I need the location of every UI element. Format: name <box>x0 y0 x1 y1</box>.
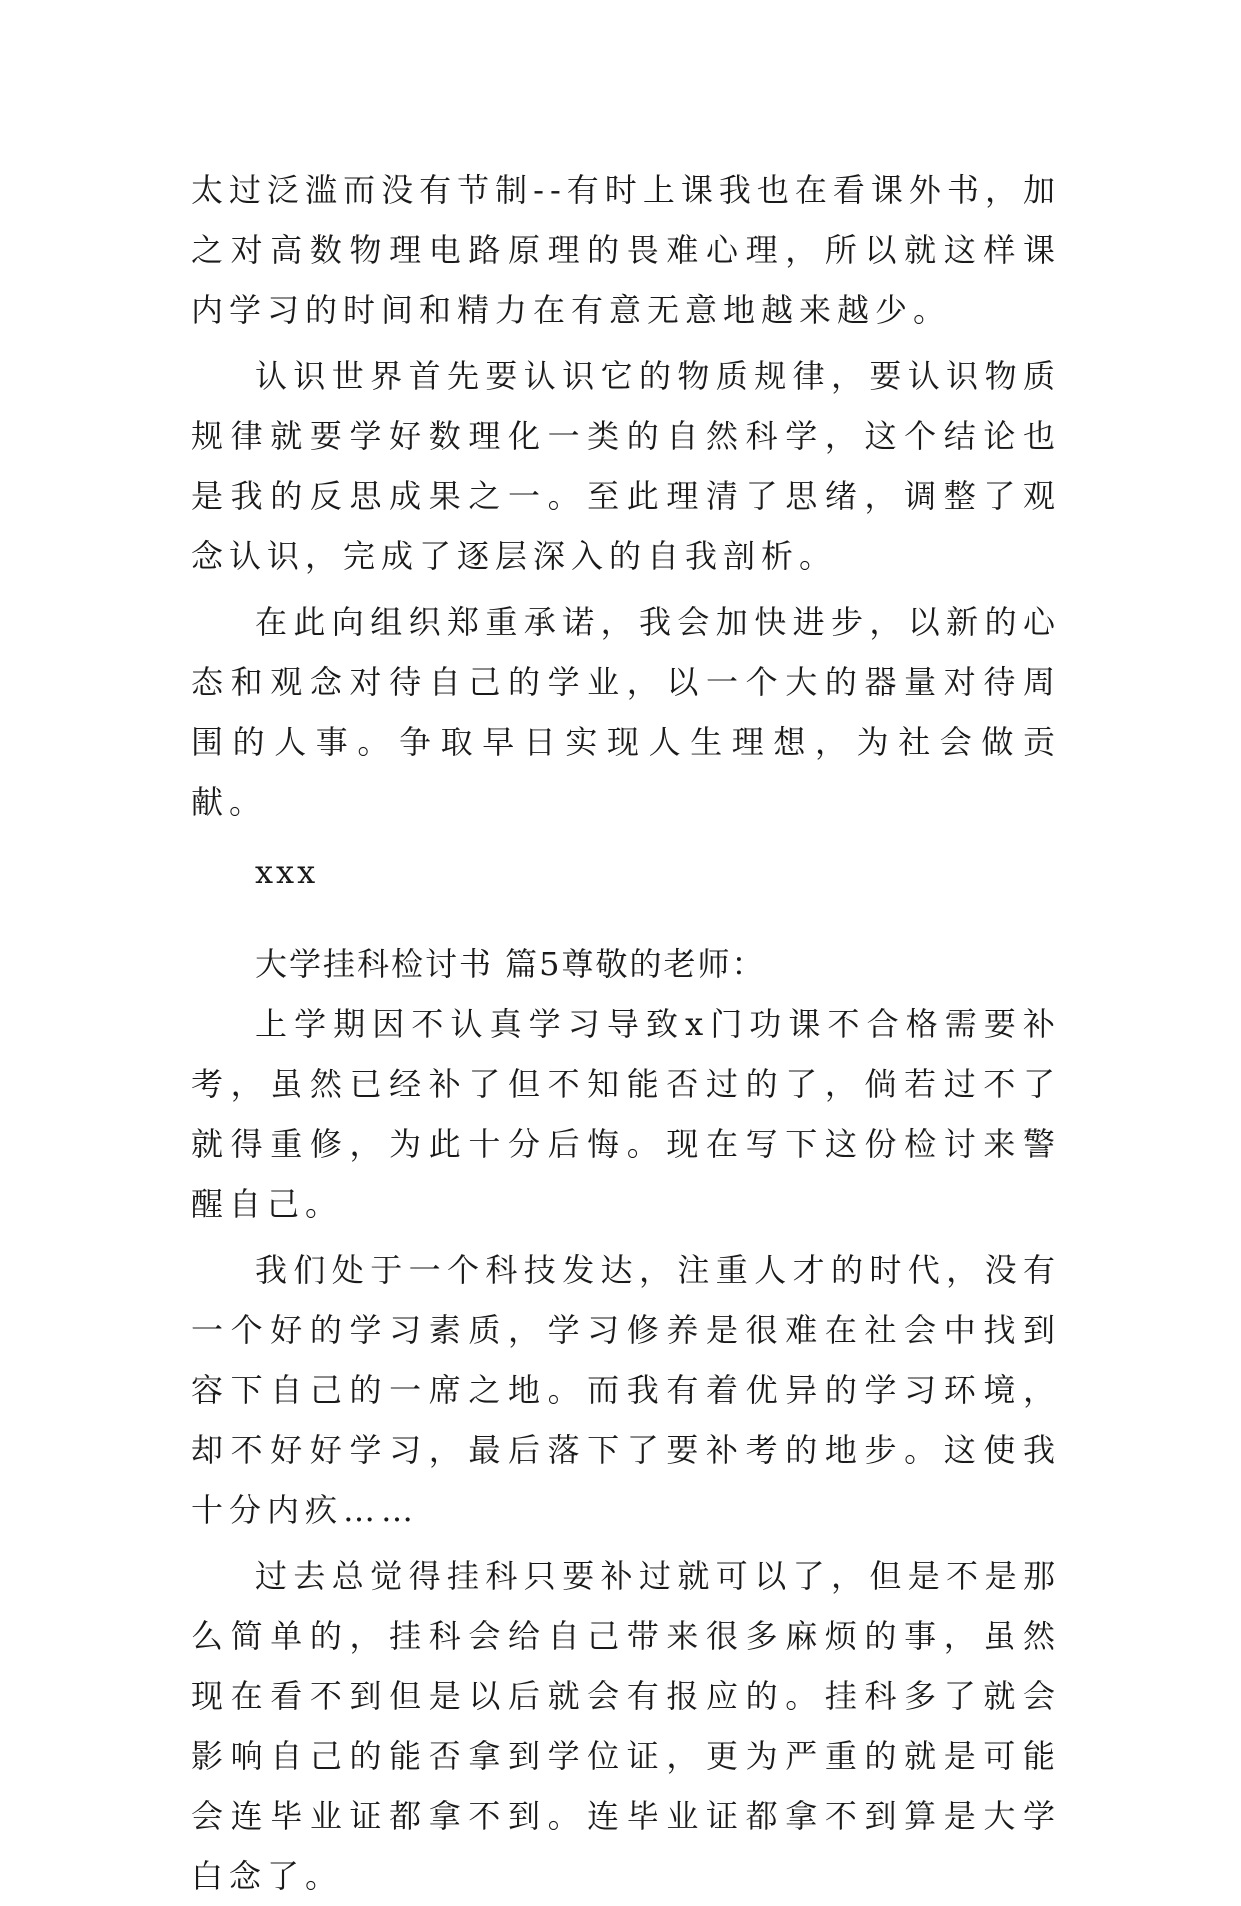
paragraph-consequences: 过去总觉得挂科只要补过就可以了，但是不是那么简单的，挂科会给自己带来很多麻烦的事，虽然现在看不到但是以后就会有报应的。挂科多了就会影响自己的能否拿到学位证，更为严重的就是可能会连毕业证都拿不到。连毕业证都拿不到算是大学白念了。 <box>191 1557 1061 1895</box>
paragraph-intro: 上学期因不认真学习导致x门功课不合格需要补考，虽然已经补了但不知能否过的了，倘若过不了就得重修，为此十分后悔。现在写下这份检讨来警醒自己。 <box>191 1005 1061 1223</box>
paragraph-reflection: 认识世界首先要认识它的物质规律，要认识物质规律就要学好数理化一类的自然科学，这个结论也是我的反思成果之一。至此理清了思绪，调整了观念认识，完成了逐层深入的自我剖析。 <box>191 357 1061 575</box>
paragraph-commitment: 在此向组织郑重承诺，我会加快进步，以新的心态和观念对待自己的学业，以一个大的器量对待周围的人事。争取早日实现人生理想，为社会做贡献。 <box>191 603 1061 821</box>
section-heading: 大学挂科检讨书 篇5尊敬的老师： <box>255 945 766 983</box>
document-body <box>191 160 1061 1906</box>
paragraph-context: 我们处于一个科技发达，注重人才的时代，没有一个好的学习素质，学习修养是很难在社会中找到容下自己的一席之地。而我有着优异的学习环境，却不好好学习，最后落下了要补考的地步。这使我十分内疚…… <box>191 1251 1061 1529</box>
paragraph-continued: 太过泛滥而没有节制--有时上课我也在看课外书，加之对高数物理电路原理的畏难心理，所以就这样课内学习的时间和精力在有意无意地越来越少。 <box>191 171 1061 329</box>
signature: xxx <box>255 853 319 891</box>
